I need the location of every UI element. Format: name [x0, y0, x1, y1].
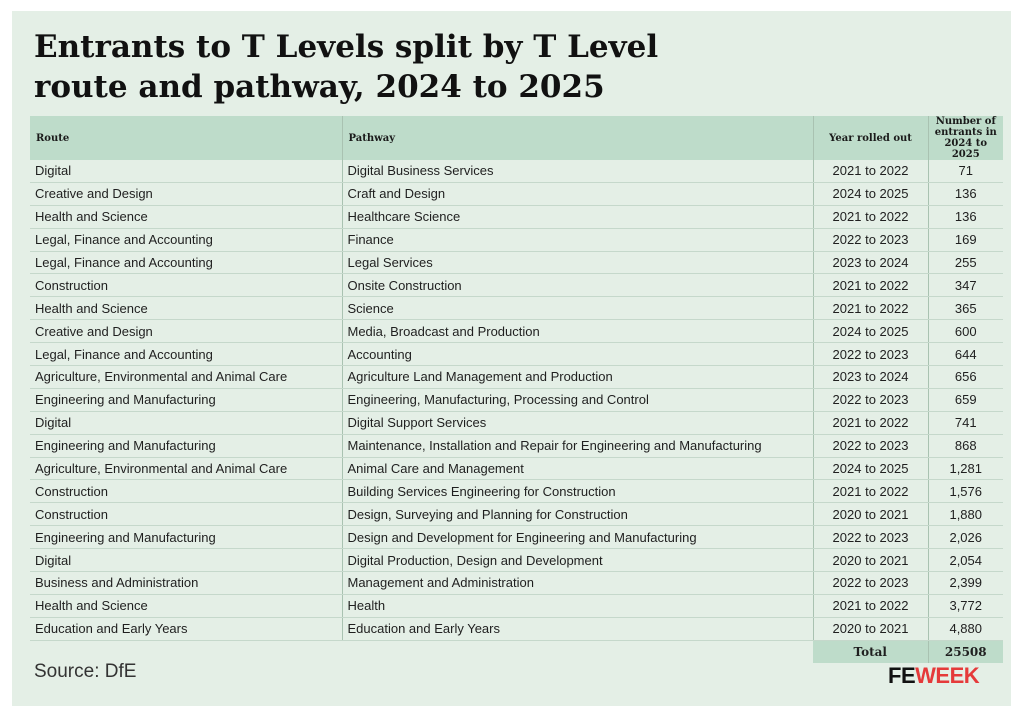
cell-route: Construction	[30, 274, 342, 297]
table-row	[30, 182, 1003, 205]
cell-route: Legal, Finance and Accounting	[30, 228, 342, 251]
cell-route: Health and Science	[30, 205, 342, 228]
cell-year: 2024 to 2025	[813, 457, 928, 480]
cell-entrants: 2,399	[928, 572, 1003, 595]
table-row	[30, 503, 1003, 526]
cell-pathway: Management and Administration	[342, 572, 813, 595]
cell-entrants: 644	[928, 343, 1003, 366]
cell-pathway: Legal Services	[342, 251, 813, 274]
cell-route: Construction	[30, 480, 342, 503]
logo-week: WEEK	[915, 663, 980, 688]
table-row	[30, 594, 1003, 617]
cell-entrants: 365	[928, 297, 1003, 320]
total-label: Total	[813, 640, 928, 662]
logo-fe: FE	[888, 663, 916, 688]
cell-year: 2022 to 2023	[813, 434, 928, 457]
cell-route: Health and Science	[30, 297, 342, 320]
cell-entrants: 1,576	[928, 480, 1003, 503]
cell-year: 2021 to 2022	[813, 205, 928, 228]
cell-year: 2022 to 2023	[813, 228, 928, 251]
cell-pathway: Design, Surveying and Planning for Construction	[342, 503, 813, 526]
cell-entrants: 868	[928, 434, 1003, 457]
entrants-table	[30, 116, 1003, 663]
table-row	[30, 343, 1003, 366]
empty-cell	[30, 640, 342, 662]
cell-route: Engineering and Manufacturing	[30, 388, 342, 411]
cell-entrants: 71	[928, 160, 1003, 182]
cell-pathway: Healthcare Science	[342, 205, 813, 228]
cell-year: 2023 to 2024	[813, 251, 928, 274]
cell-pathway: Maintenance, Installation and Repair for Engineering and Manufacturing	[342, 434, 813, 457]
table-row	[30, 617, 1003, 640]
cell-entrants: 169	[928, 228, 1003, 251]
table-row	[30, 388, 1003, 411]
cell-route: Creative and Design	[30, 182, 342, 205]
cell-year: 2021 to 2022	[813, 594, 928, 617]
cell-entrants: 1,281	[928, 457, 1003, 480]
cell-pathway: Finance	[342, 228, 813, 251]
cell-route: Construction	[30, 503, 342, 526]
cell-year: 2021 to 2022	[813, 160, 928, 182]
table-row	[30, 411, 1003, 434]
cell-entrants: 347	[928, 274, 1003, 297]
cell-entrants: 1,880	[928, 503, 1003, 526]
cell-year: 2022 to 2023	[813, 388, 928, 411]
cell-year: 2020 to 2021	[813, 549, 928, 572]
cell-pathway: Agriculture Land Management and Production	[342, 366, 813, 389]
cell-pathway: Digital Support Services	[342, 411, 813, 434]
table-row	[30, 205, 1003, 228]
cell-pathway: Accounting	[342, 343, 813, 366]
cell-entrants: 659	[928, 388, 1003, 411]
infographic-card	[12, 11, 1011, 706]
cell-route: Creative and Design	[30, 320, 342, 343]
cell-year: 2020 to 2021	[813, 617, 928, 640]
cell-year: 2022 to 2023	[813, 343, 928, 366]
table-row	[30, 572, 1003, 595]
table-row	[30, 434, 1003, 457]
cell-route: Digital	[30, 160, 342, 182]
cell-route: Engineering and Manufacturing	[30, 434, 342, 457]
cell-route: Business and Administration	[30, 572, 342, 595]
cell-route: Health and Science	[30, 594, 342, 617]
cell-pathway: Animal Care and Management	[342, 457, 813, 480]
cell-route: Engineering and Manufacturing	[30, 526, 342, 549]
cell-pathway: Building Services Engineering for Construction	[342, 480, 813, 503]
table-row	[30, 457, 1003, 480]
cell-year: 2021 to 2022	[813, 274, 928, 297]
cell-year: 2024 to 2025	[813, 320, 928, 343]
source-note: Source: DfE	[34, 661, 137, 682]
cell-year: 2021 to 2022	[813, 480, 928, 503]
cell-year: 2022 to 2023	[813, 572, 928, 595]
table-row	[30, 320, 1003, 343]
table-row	[30, 251, 1003, 274]
table-row	[30, 274, 1003, 297]
cell-entrants: 600	[928, 320, 1003, 343]
table-row	[30, 228, 1003, 251]
cell-entrants: 136	[928, 205, 1003, 228]
total-row	[30, 640, 1003, 662]
cell-pathway: Onsite Construction	[342, 274, 813, 297]
cell-route: Agriculture, Environmental and Animal Care	[30, 366, 342, 389]
cell-entrants: 255	[928, 251, 1003, 274]
cell-year: 2024 to 2025	[813, 182, 928, 205]
total-value: 25508	[928, 640, 1003, 662]
cell-pathway: Design and Development for Engineering and Manufacturing	[342, 526, 813, 549]
cell-route: Digital	[30, 549, 342, 572]
empty-cell	[342, 640, 813, 662]
table-row	[30, 160, 1003, 182]
cell-pathway: Engineering, Manufacturing, Processing and Control	[342, 388, 813, 411]
cell-pathway: Health	[342, 594, 813, 617]
cell-pathway: Education and Early Years	[342, 617, 813, 640]
cell-pathway: Craft and Design	[342, 182, 813, 205]
cell-year: 2022 to 2023	[813, 526, 928, 549]
table-row	[30, 480, 1003, 503]
cell-route: Legal, Finance and Accounting	[30, 251, 342, 274]
cell-entrants: 741	[928, 411, 1003, 434]
cell-pathway: Science	[342, 297, 813, 320]
cell-entrants: 2,026	[928, 526, 1003, 549]
cell-pathway: Media, Broadcast and Production	[342, 320, 813, 343]
chart-title: Entrants to T Levels split by T Level route and pathway, 2024 to 2025	[34, 29, 659, 105]
cell-year: 2023 to 2024	[813, 366, 928, 389]
cell-pathway: Digital Production, Design and Development	[342, 549, 813, 572]
table-row	[30, 366, 1003, 389]
cell-route: Digital	[30, 411, 342, 434]
cell-route: Legal, Finance and Accounting	[30, 343, 342, 366]
cell-year: 2020 to 2021	[813, 503, 928, 526]
fe-week-logo	[888, 663, 979, 689]
table-row	[30, 297, 1003, 320]
cell-route: Education and Early Years	[30, 617, 342, 640]
cell-year: 2021 to 2022	[813, 411, 928, 434]
table-row	[30, 549, 1003, 572]
cell-entrants: 656	[928, 366, 1003, 389]
column-header-route: Route	[30, 116, 342, 160]
cell-entrants: 4,880	[928, 617, 1003, 640]
column-header-entrants: Number of entrants in 2024 to 2025	[928, 116, 1003, 160]
cell-entrants: 136	[928, 182, 1003, 205]
cell-route: Agriculture, Environmental and Animal Care	[30, 457, 342, 480]
table-body	[30, 160, 1003, 663]
column-header-year: Year rolled out	[813, 116, 928, 160]
cell-year: 2021 to 2022	[813, 297, 928, 320]
cell-pathway: Digital Business Services	[342, 160, 813, 182]
cell-entrants: 2,054	[928, 549, 1003, 572]
header-row	[30, 116, 1003, 160]
cell-entrants: 3,772	[928, 594, 1003, 617]
table-row	[30, 526, 1003, 549]
column-header-pathway: Pathway	[342, 116, 813, 160]
